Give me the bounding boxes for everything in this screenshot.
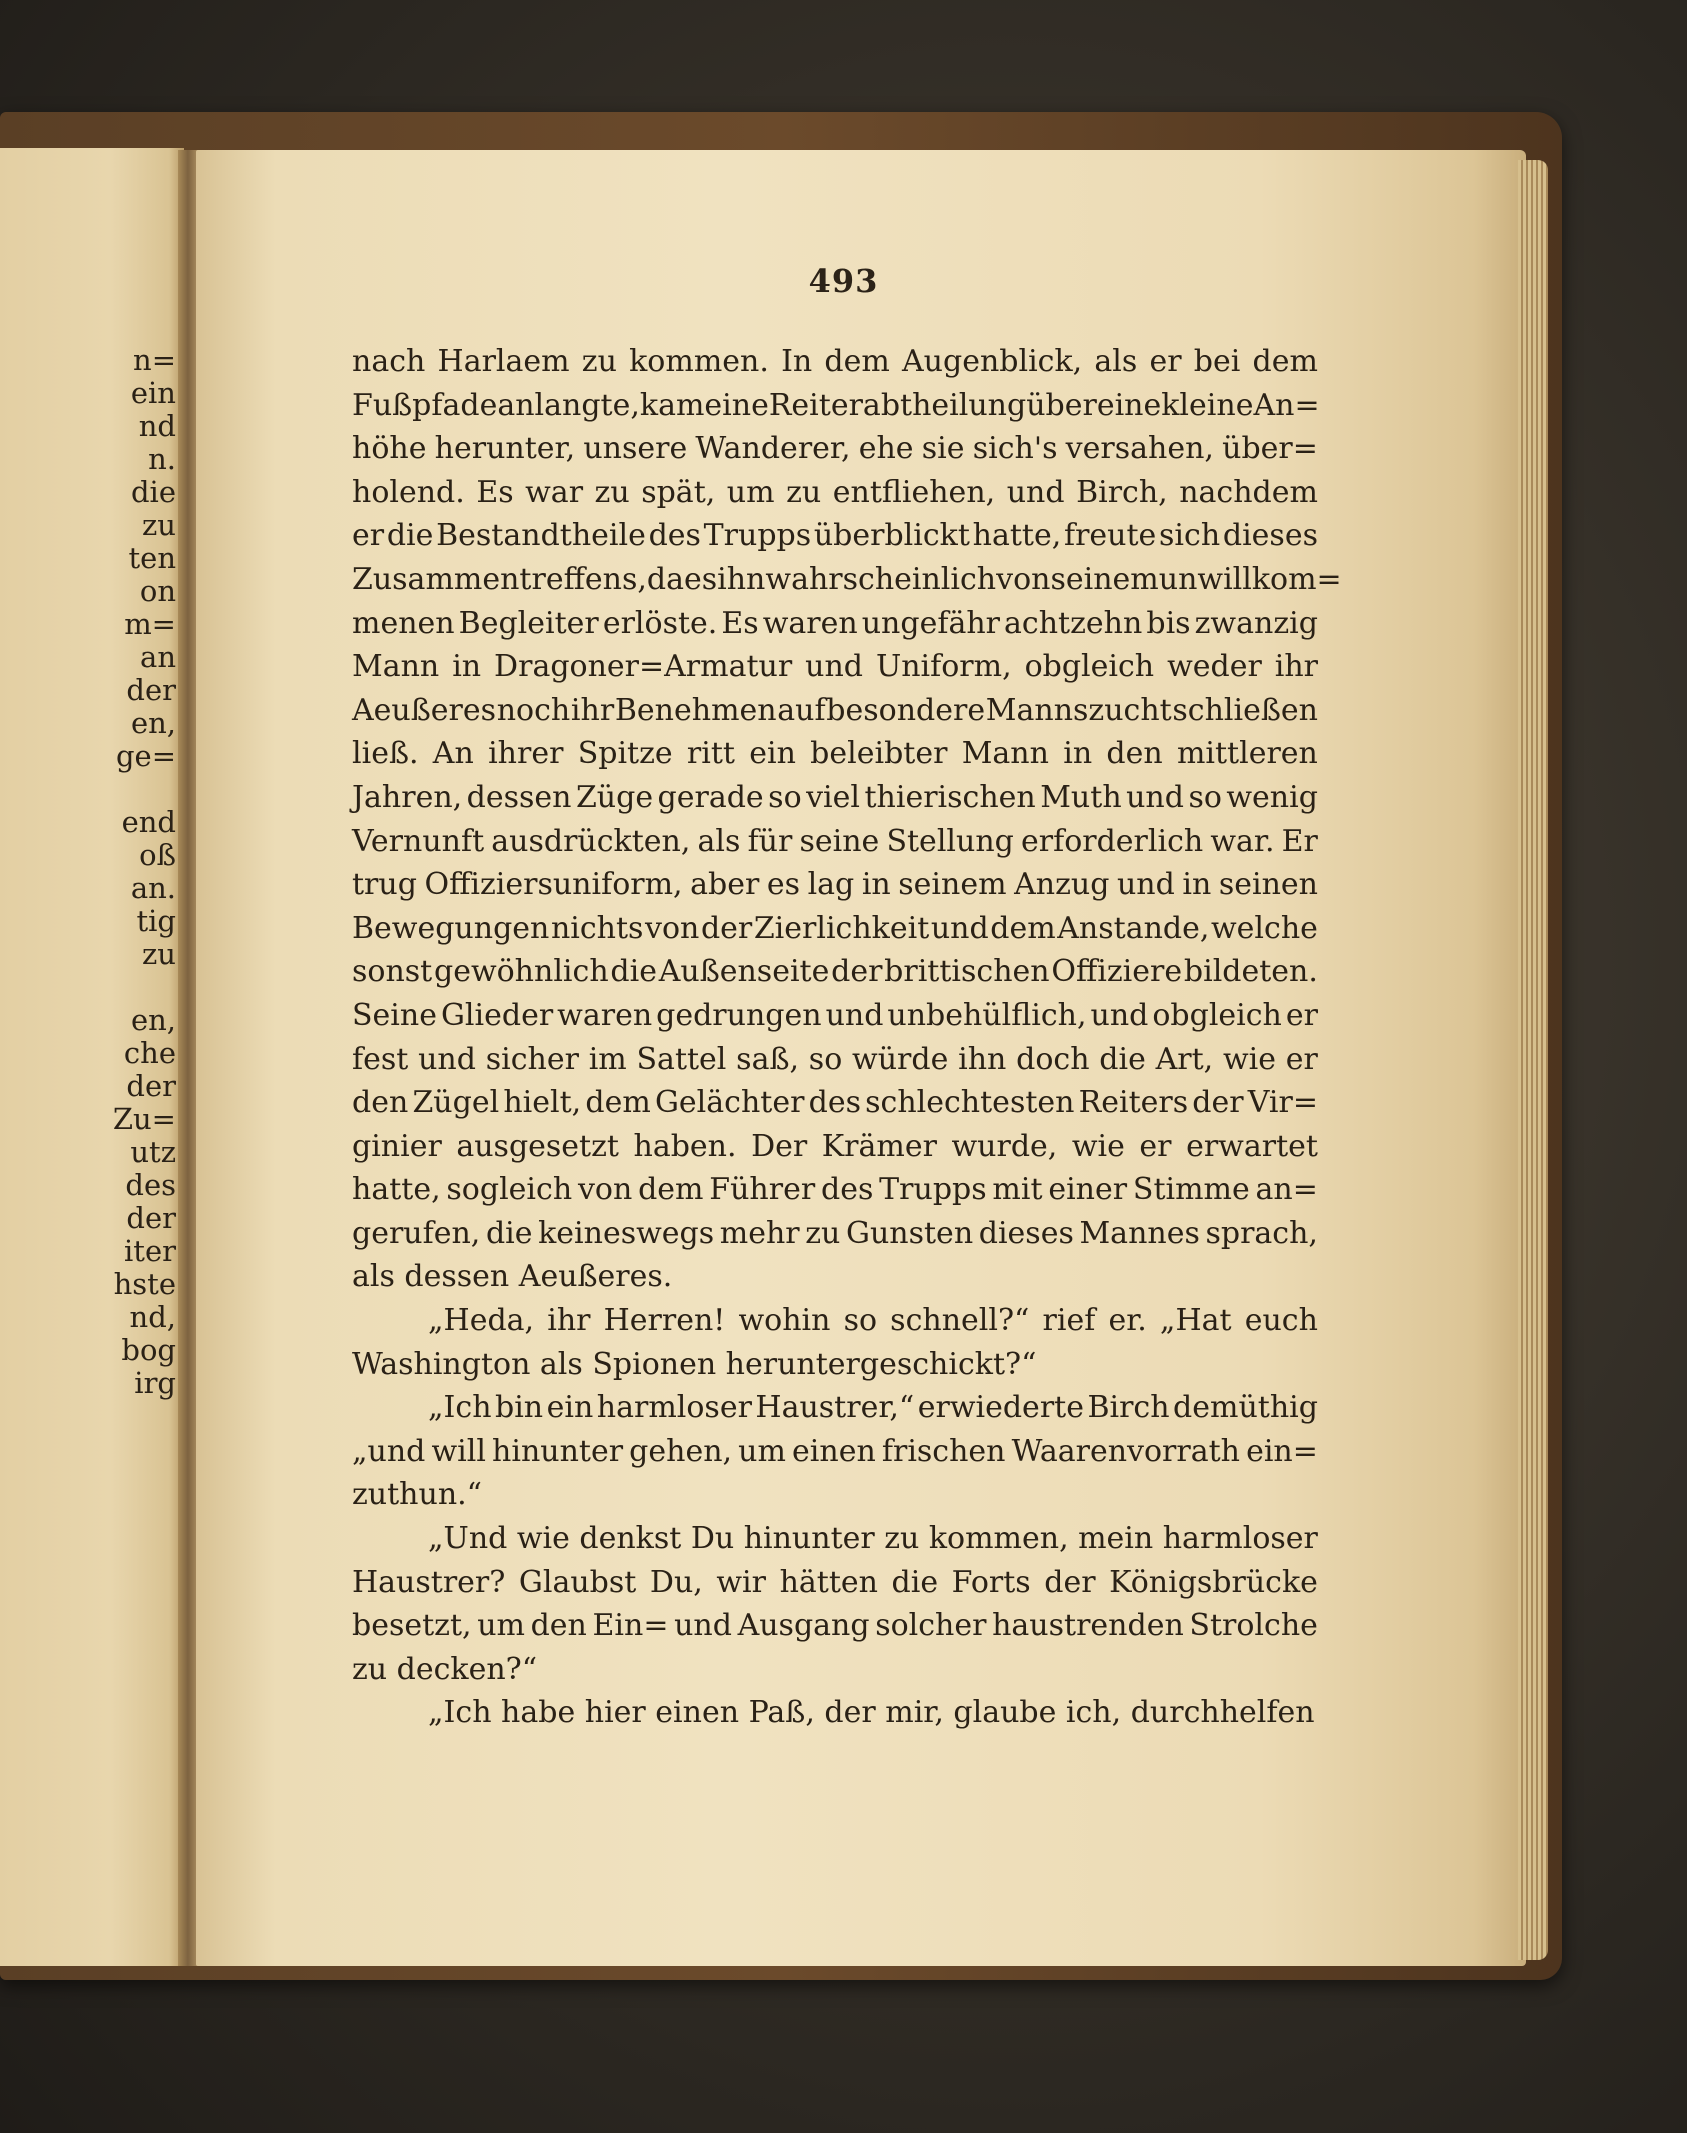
left-page-fragment: ten [128,541,176,575]
text-line: besetzt, um den Ein= und Ausgang solcher haustrenden Strolche [352,1608,1318,1644]
text-line: ginier ausgesetzt haben. Der Krämer wurde, wie er erwartet [352,1128,1318,1164]
paragraph [352,1691,1318,1735]
page-text [352,340,1342,1735]
paragraph [352,1386,1318,1517]
left-page-fragment: an [140,640,176,674]
left-page-fragment: n= [133,343,176,377]
text-line: höhe herunter, unsere Wanderer, ehe sie sich's versahen, über= [352,431,1318,467]
left-page-fragment: en, [130,706,176,740]
paragraph [352,340,1342,1299]
text-line: zuthun.“ [352,1477,483,1513]
left-page-fragment: hste [113,1267,176,1301]
text-line: menen Begleiter erlöste. Es waren ungefähr achtzehn bis zwanzig [352,605,1318,641]
left-page-fragment: Zu= [112,1102,176,1136]
left-page-fragment: n. [148,442,176,476]
text-line: fest und sicher im Sattel saß, so würde ihn doch die Art, wie er [352,1041,1318,1077]
left-page-fragment: en, [130,1003,176,1037]
left-page-fragment: zu [142,508,176,542]
paragraph [352,1299,1318,1386]
text-line: gerufen, die keineswegs mehr zu Gunsten dieses Mannes sprach, [352,1215,1318,1251]
text-line: Mann in Dragoner=Armatur und Uniform, obgleich weder ihr [352,649,1318,685]
left-page-fragment: an. [130,871,176,905]
text-line: Bewegungen nichts von der Zierlichkeit und dem Anstande, welche [352,910,1318,946]
left-page-fragment: ein [130,376,176,410]
left-page-fragment: iter [124,1234,176,1268]
text-line: Aeußeres noch ihr Benehmen auf besondere Mannszucht schließen [352,692,1318,728]
left-page-fragment: oß [139,838,176,872]
text-line: trug Offiziersuniform, aber es lag in seinem Anzug und in seinen [352,867,1318,903]
paragraph [352,1517,1318,1691]
left-page [0,148,184,1966]
text-line: zu decken?“ [352,1651,538,1687]
text-line: Vernunft ausdrückten, als für seine Stellung erforderlich war. Er [352,823,1318,859]
text-line: Jahren, dessen Züge gerade so viel thierischen Muth und so wenig [352,779,1318,815]
left-page-fragment: der [126,673,176,707]
left-page-fragment: der [126,1201,176,1235]
page-number: 493 [808,262,879,300]
left-page-fragment: bog [121,1333,176,1367]
text-line: Washington als Spionen heruntergeschickt?“ [352,1346,1037,1382]
left-page-fragment: end [121,805,176,839]
left-page-fragment: nd, [129,1300,176,1334]
text-line: Haustrer? Glaubst Du, wir hätten die Forts der Königsbrücke [352,1564,1318,1600]
text-line: „Ich habe hier einen Paß, der mir, glaube ich, durchhelfen [428,1695,1315,1731]
text-line: Seine Glieder waren gedrungen und unbehülflich, und obgleich er [352,997,1318,1033]
text-line: ließ. An ihrer Spitze ritt ein beleibter Mann in den mittleren [352,736,1318,772]
text-line: „Ich bin ein harmloser Haustrer,“ erwiederte Birch demüthig [428,1390,1318,1426]
left-page-fragment: nd [138,409,176,443]
text-line: den Zügel hielt, dem Gelächter des schlechtesten Reiters der Vir= [352,1085,1318,1121]
left-page-fragment: der [126,1069,176,1103]
left-page-fragment: ge= [115,739,176,773]
text-line: als dessen Aeußeres. [352,1259,673,1295]
left-page-fragment: tig [136,904,176,938]
text-line: hatte, sogleich von dem Führer des Trupps mit einer Stimme an= [352,1172,1318,1208]
text-line: Zusammentreffens, da es ihn wahrscheinlich von seinem unwillkom= [352,561,1342,597]
left-page-fragment: irg [134,1366,176,1400]
left-page-fragment: che [123,1036,176,1070]
left-page-fragment: die [130,475,176,509]
left-page-fragment: m= [124,607,176,641]
text-line: er die Bestandtheile des Trupps überblickt hatte, freute sich dieses [352,518,1318,554]
left-page-fragment: on [139,574,176,608]
page-edges [1518,160,1548,1960]
text-line: „und will hinunter gehen, um einen frischen Waarenvorrath ein= [352,1433,1318,1469]
text-line: sonst gewöhnlich die Außenseite der brittischen Offiziere bildeten. [352,954,1318,990]
text-line: Fußpfade anlangte, kam eine Reiterabtheilung über eine kleine An= [352,387,1320,423]
text-line: nach Harlaem zu kommen. In dem Augenblick, als er bei dem [352,344,1318,379]
left-page-fragment: des [125,1168,176,1202]
left-page-fragment: utz [130,1135,176,1169]
text-line: „Heda, ihr Herren! wohin so schnell?“ rief er. „Hat euch [428,1303,1318,1339]
text-line: holend. Es war zu spät, um zu entfliehen, und Birch, nachdem [352,474,1318,510]
text-line: „Und wie denkst Du hinunter zu kommen, mein harmloser [428,1521,1318,1557]
left-page-fragment: zu [142,937,176,971]
